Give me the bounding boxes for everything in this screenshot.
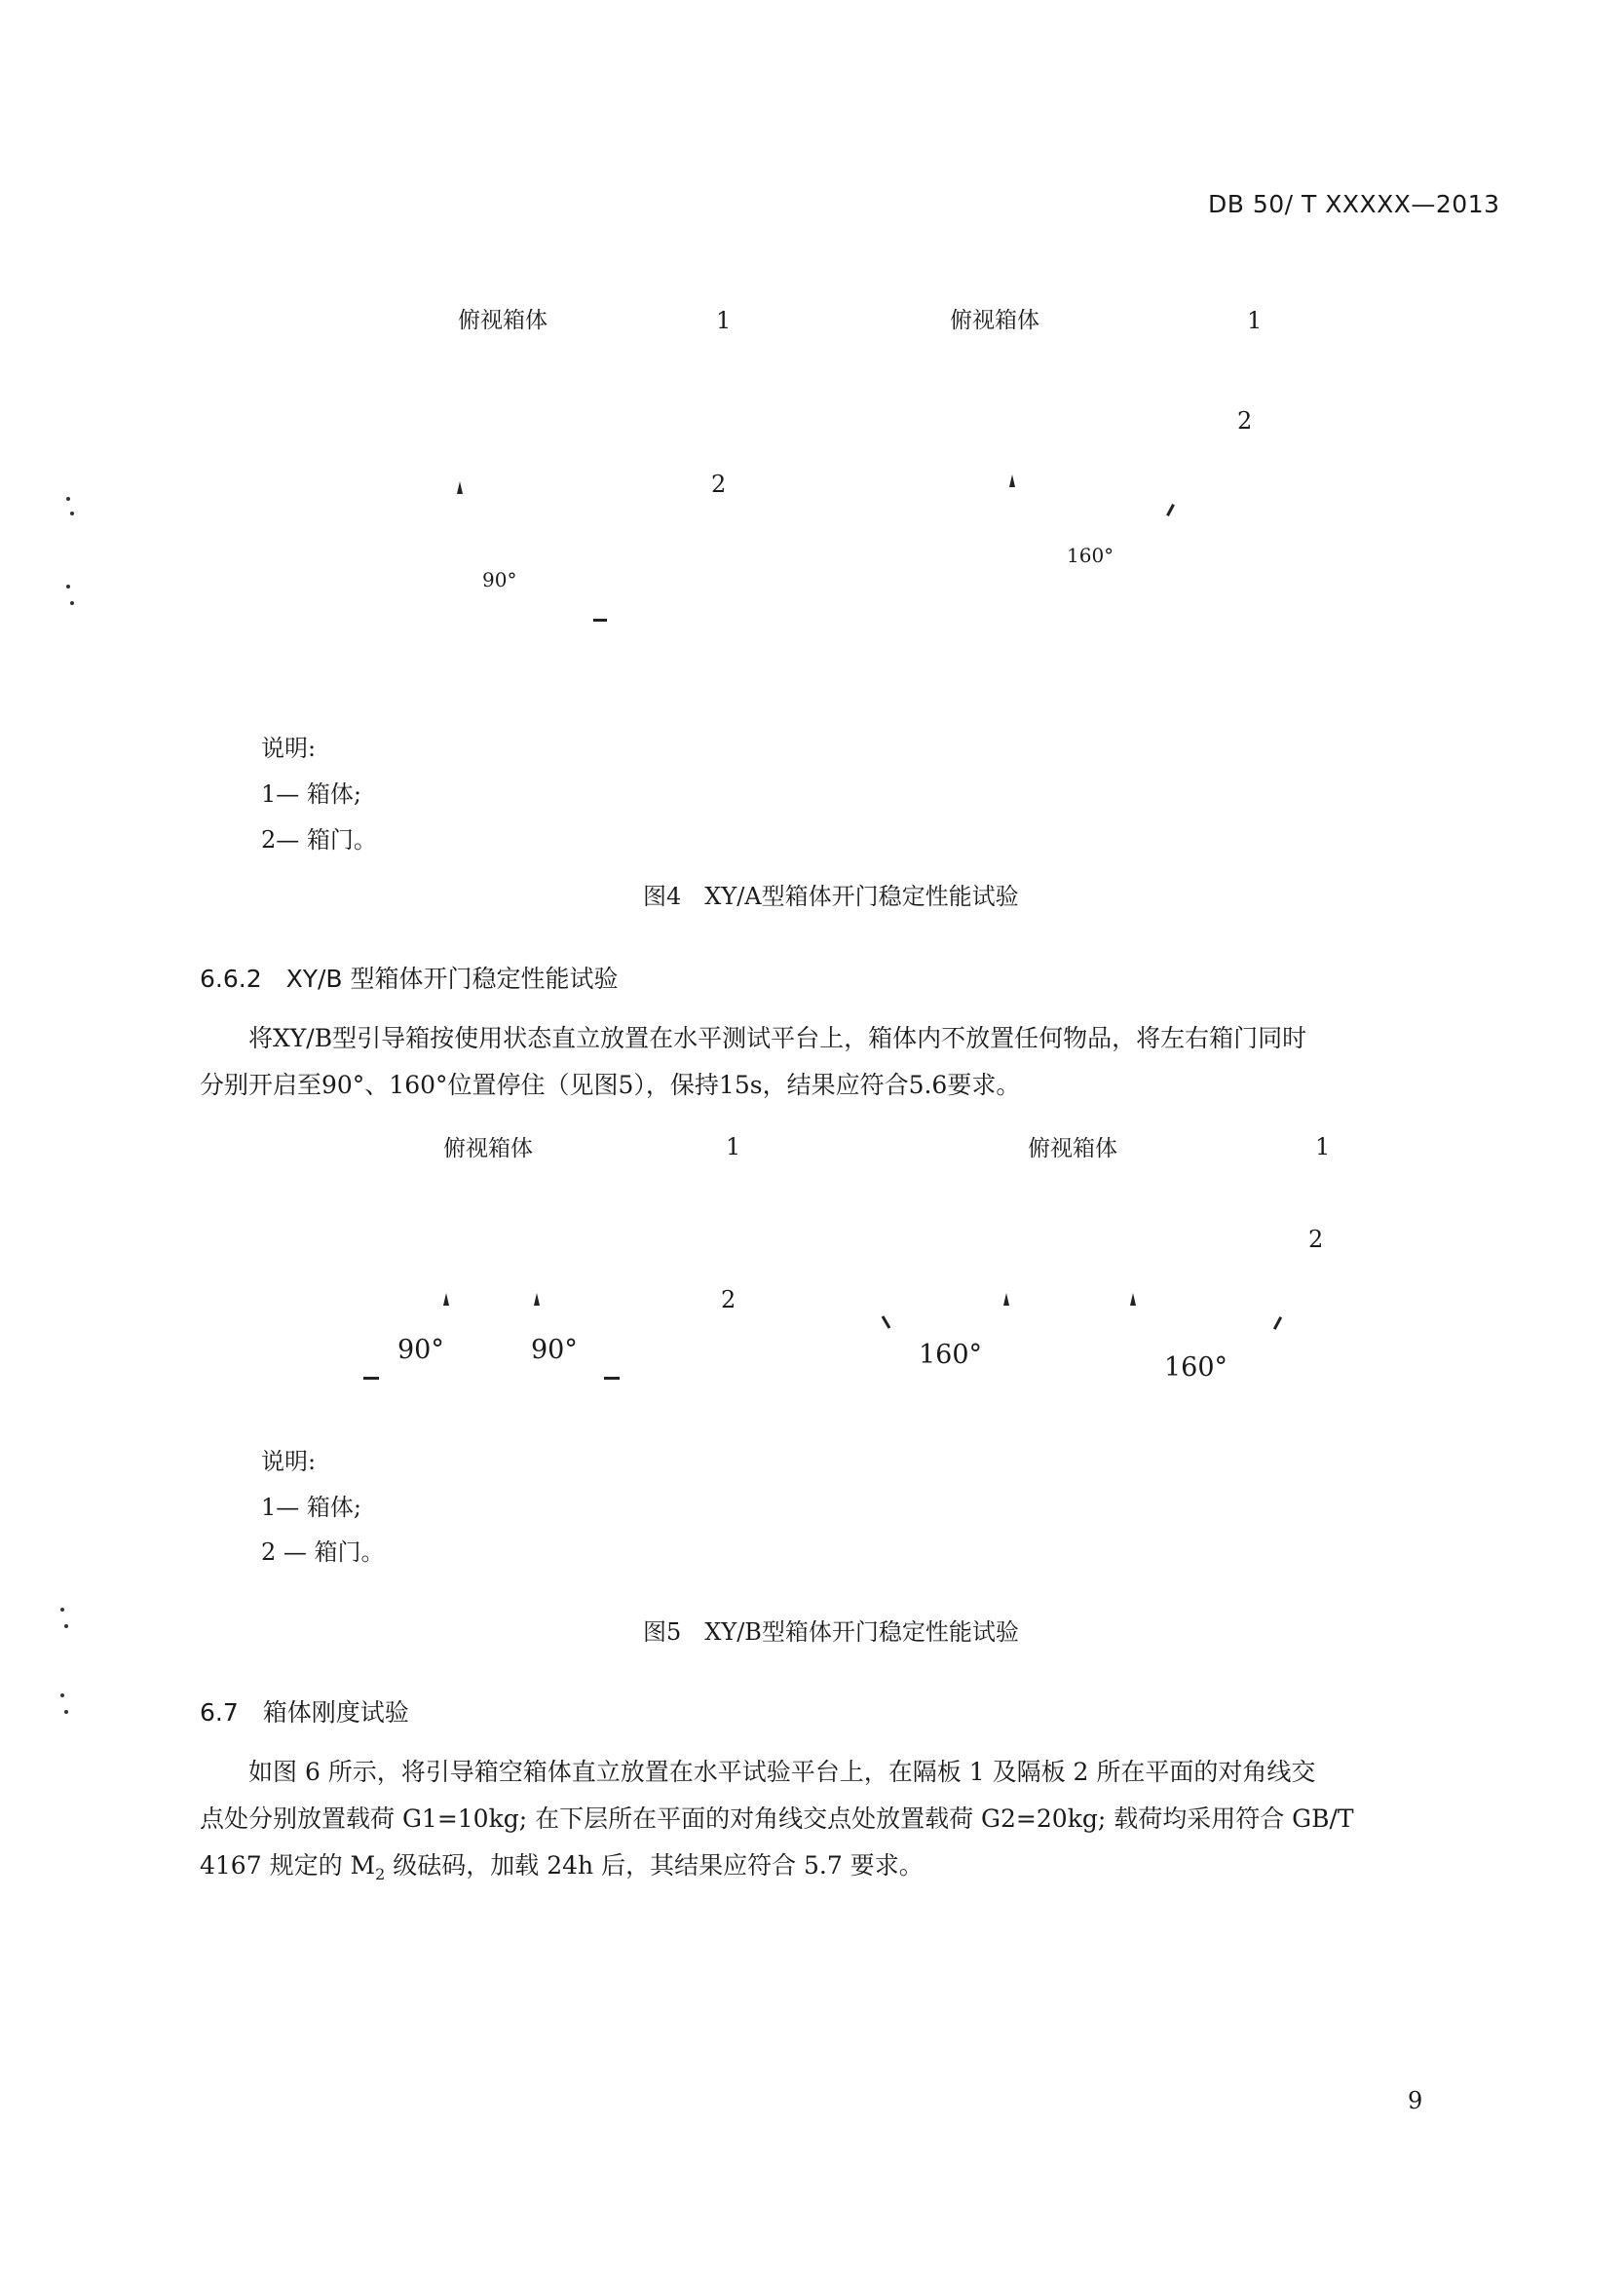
- fig4-legend-item-1: 1— 箱体;: [261, 780, 361, 808]
- fig4-right-title: 俯视箱体: [950, 308, 1039, 333]
- fig5-right-angle-a: 160°: [919, 1340, 983, 1370]
- scan-speck: [64, 1624, 68, 1628]
- fig5-left-door-line-a: [363, 1377, 379, 1380]
- fig5-caption: 图5 XY/B型箱体开门稳定性能试验: [643, 1618, 1019, 1646]
- fig5-left-door-line-b: [604, 1377, 620, 1380]
- section-6-6-2-line-2: 分别开启至90°、160°位置停住（见图5），保持15s，结果应符合5.6要求。: [200, 1071, 1021, 1099]
- fig4-left-angle: 90°: [482, 568, 517, 591]
- fig5-right-title: 俯视箱体: [1028, 1136, 1117, 1161]
- fig5-right-tick-a: [1003, 1293, 1009, 1306]
- scan-speck: [70, 601, 74, 605]
- fig5-left-label-2: 2: [721, 1286, 736, 1313]
- fig4-right-door-tick: [1009, 475, 1015, 487]
- fig4-legend-heading: 说明:: [261, 735, 317, 762]
- fig5-left-tick-a: [443, 1293, 449, 1306]
- fig5-left-label-1: 1: [726, 1133, 741, 1160]
- fig5-right-door-line-b: [1273, 1316, 1282, 1330]
- document-code: DB 50/ T XXXXX—2013: [1208, 190, 1500, 218]
- fig4-left-label-2: 2: [711, 471, 727, 498]
- fig5-left-title: 俯视箱体: [443, 1136, 533, 1161]
- fig5-left-tick-b: [534, 1293, 540, 1306]
- scan-speck: [64, 1710, 68, 1714]
- page-number: 9: [1408, 2087, 1423, 2114]
- fig5-right-tick-b: [1130, 1293, 1136, 1306]
- fig4-left-label-1: 1: [716, 307, 732, 334]
- fig5-right-door-line-a: [882, 1315, 891, 1329]
- fig4-legend-item-2: 2— 箱门。: [261, 826, 377, 854]
- fig5-right-label-1: 1: [1315, 1133, 1331, 1160]
- fig5-left-angle-b: 90°: [531, 1335, 578, 1365]
- fig4-left-door-tick: [457, 481, 463, 494]
- section-6-7-heading: 6.7 箱体刚度试验: [200, 1698, 409, 1727]
- fig4-right-label-2: 2: [1237, 407, 1253, 435]
- scan-speck: [66, 497, 70, 501]
- scan-speck: [66, 585, 70, 589]
- fig5-legend-item-1: 1— 箱体;: [261, 1494, 361, 1521]
- fig5-right-label-2: 2: [1308, 1226, 1324, 1253]
- fig5-right-angle-b: 160°: [1164, 1352, 1228, 1383]
- fig4-caption: 图4 XY/A型箱体开门稳定性能试验: [643, 883, 1019, 910]
- fig5-left-angle-a: 90°: [397, 1335, 444, 1365]
- fig4-left-door-line: [593, 619, 607, 622]
- fig4-right-door-line: [1166, 504, 1175, 516]
- section-6-6-2-paragraph: [200, 1015, 1515, 1109]
- scan-speck: [60, 1693, 64, 1697]
- section-6-7-line-2: 点处分别放置载荷 G1=10kg; 在下层所在平面的对角线交点处放置载荷 G2=20kg; 载荷均采用符合 GB/T: [200, 1804, 1354, 1833]
- scan-speck: [70, 512, 74, 515]
- section-6-7-paragraph: [200, 1749, 1515, 1898]
- section-6-7-line-3: [200, 1842, 1515, 1898]
- section-6-7-line-1: 如图 6 所示，将引导箱空箱体直立放置在水平试验平台上，在隔板 1 及隔板 2 所在平面的对角线交: [248, 1758, 1316, 1786]
- section-6-6-2-heading: 6.6.2 XY/B 型箱体开门稳定性能试验: [200, 965, 619, 993]
- fig5-legend-heading: 说明:: [261, 1448, 317, 1475]
- section-6-7-line-3-a: 4167 规定的 M: [200, 1851, 376, 1880]
- fig4-right-angle: 160°: [1067, 544, 1114, 567]
- section-6-6-2-line-1: 将XY/B型引导箱按使用状态直立放置在水平测试平台上，箱体内不放置任何物品，将左右箱门同时: [248, 1024, 1307, 1052]
- section-6-7-line-3-b: 级砝码，加载 24h 后，其结果应符合 5.7 要求。: [385, 1851, 924, 1880]
- fig5-legend-item-2: 2 — 箱门。: [261, 1538, 385, 1566]
- fig4-left-title: 俯视箱体: [458, 308, 548, 333]
- scan-speck: [60, 1608, 64, 1612]
- fig4-right-label-1: 1: [1247, 307, 1263, 334]
- section-6-7-subscript: 2: [375, 1865, 386, 1883]
